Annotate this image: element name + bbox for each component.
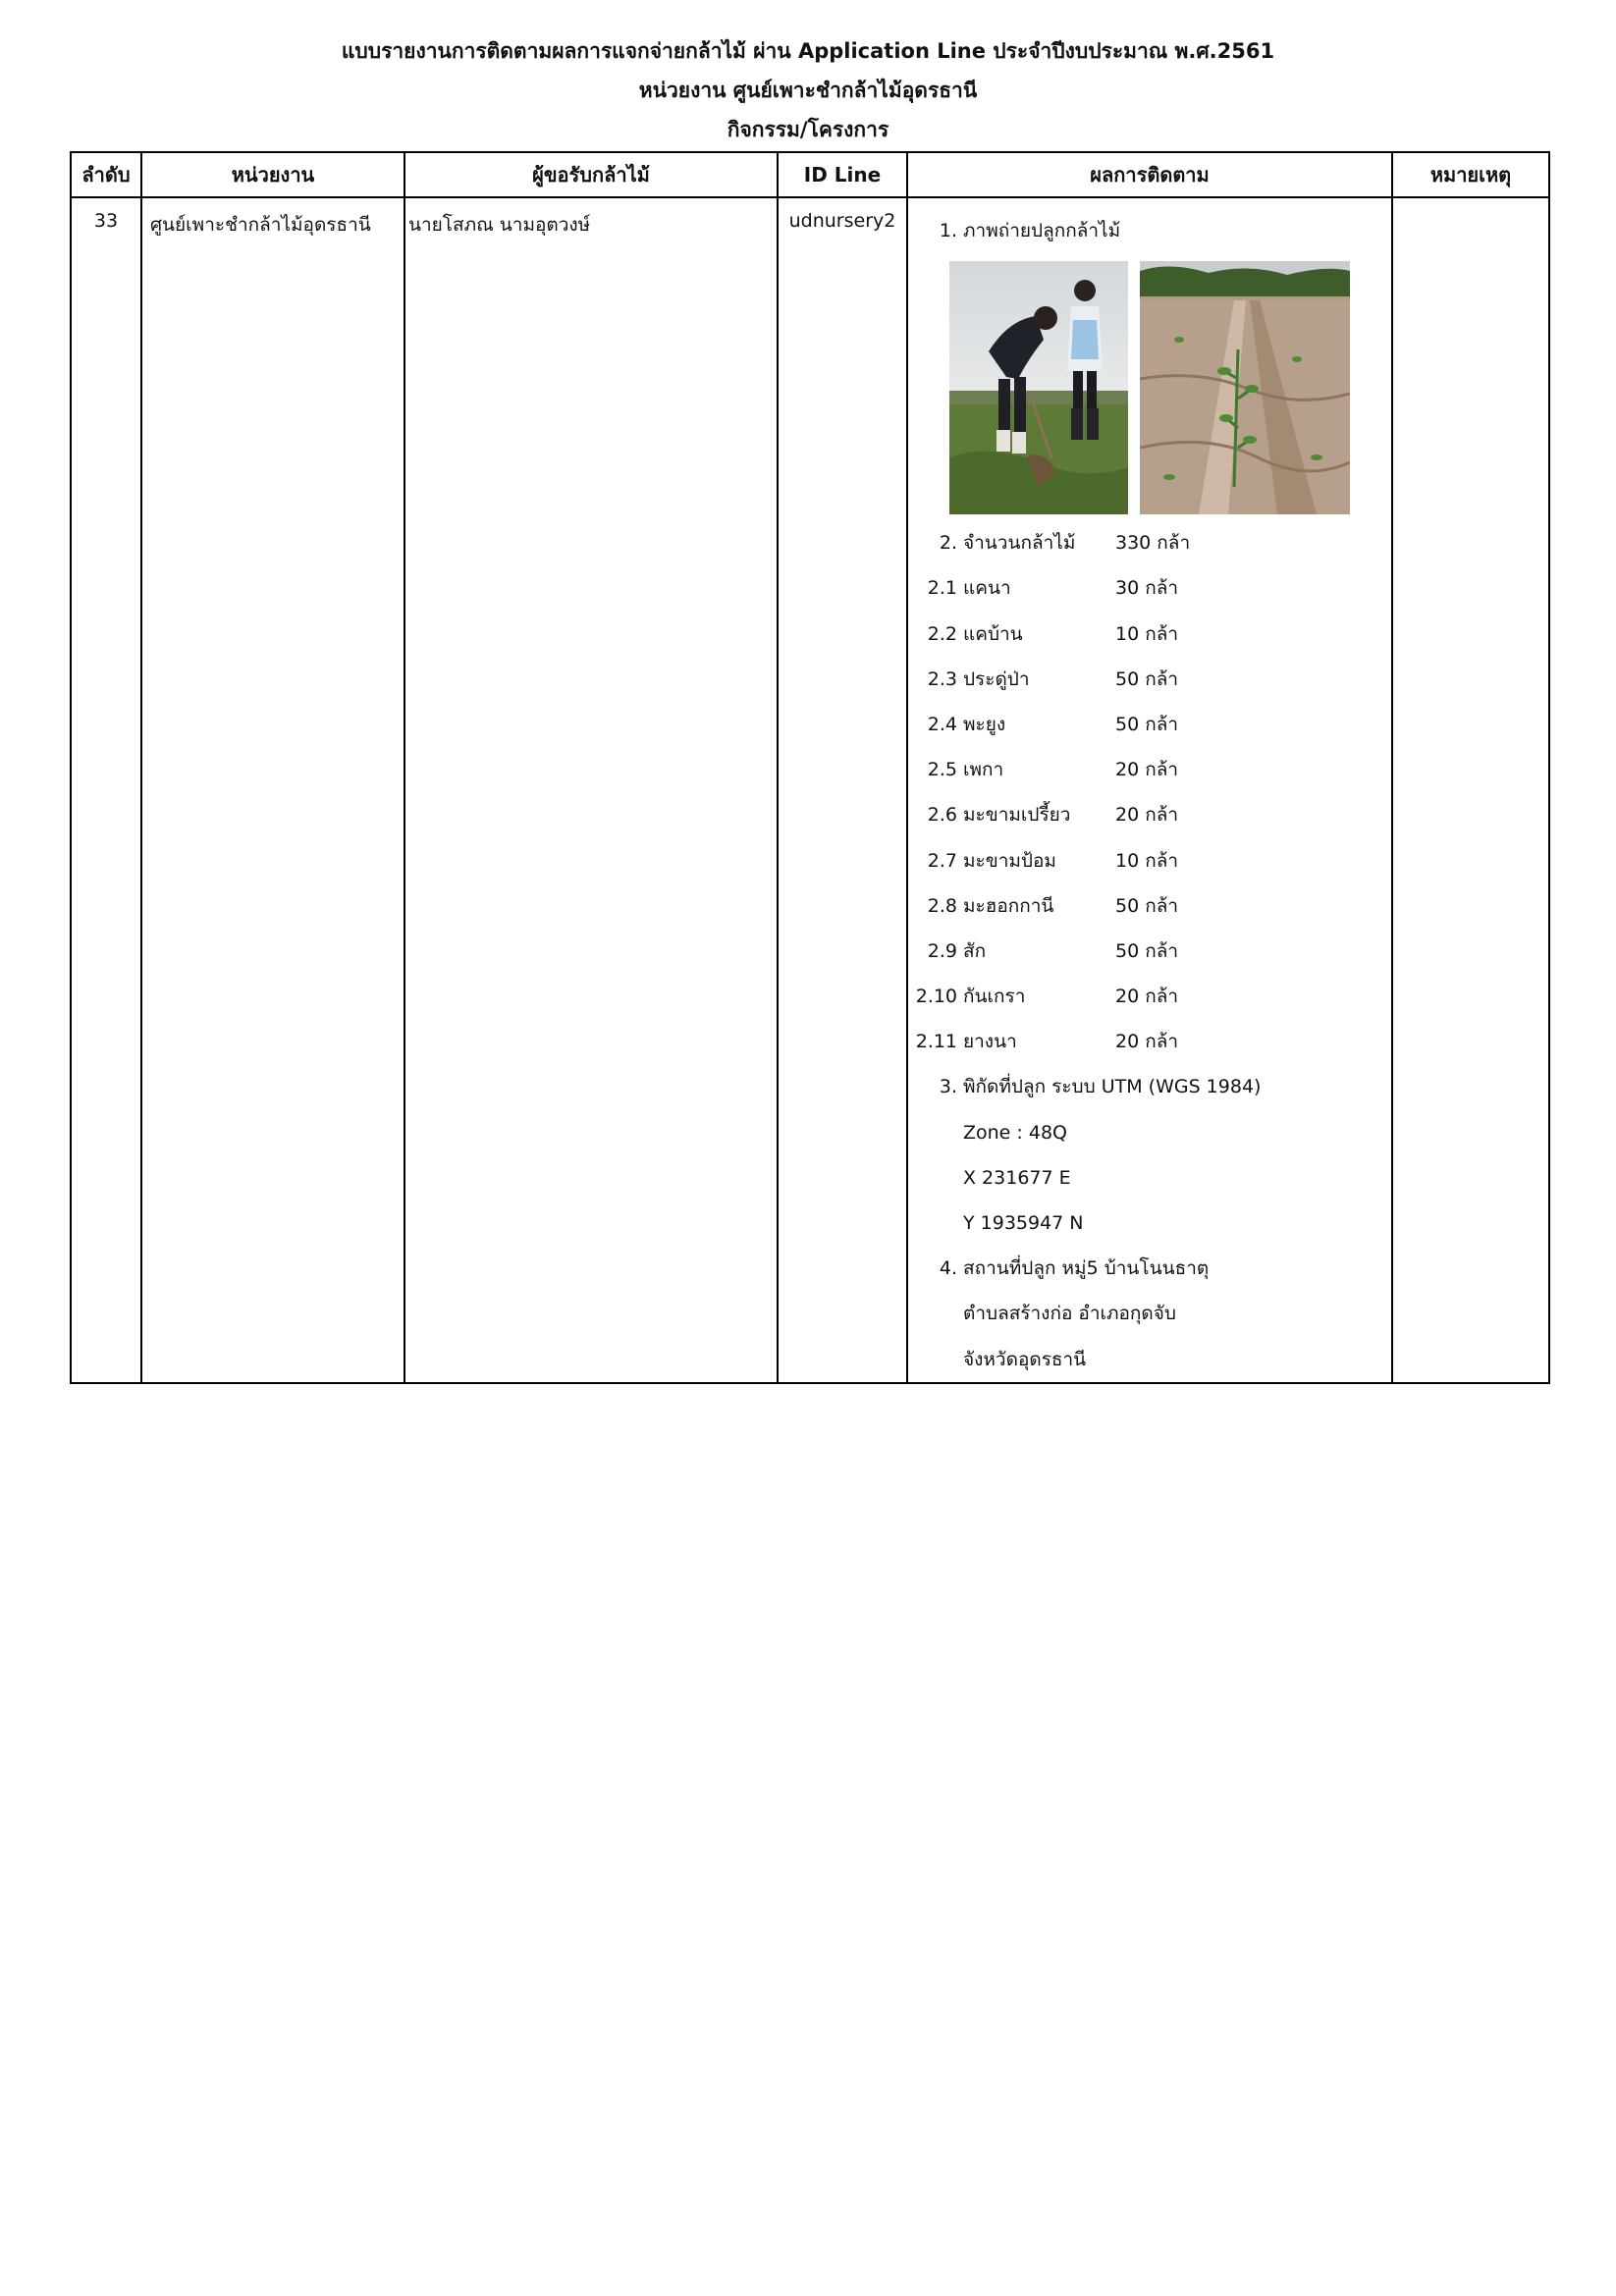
species-number: 2.7	[927, 849, 957, 872]
photo-planted-seedlings-image	[1140, 261, 1350, 514]
species-amount: 50 กล้า	[1115, 894, 1179, 917]
table-header-row	[71, 152, 1549, 197]
recipient-name: นายโสภณ นามอุตวงษ์	[408, 214, 591, 236]
location-province: จังหวัดอุดรธานี	[963, 1348, 1087, 1370]
item-label: สถานที่ปลูก หมู่5 บ้านโนนธาตุ	[963, 1257, 1210, 1280]
species-name: ประดู่ป่า	[963, 667, 1030, 690]
utm-y: Y 1935947 N	[963, 1212, 1084, 1234]
item-label: พิกัดที่ปลูก ระบบ UTM (WGS 1984)	[963, 1076, 1262, 1098]
species-number: 2.1	[927, 577, 957, 600]
species-amount: 20 กล้า	[1115, 804, 1179, 827]
species-row	[908, 702, 1391, 747]
item-number: 1.	[939, 220, 957, 241]
col-header-id-line: ID Line	[778, 152, 907, 197]
col-header-remark: หมายเหตุ	[1392, 152, 1549, 197]
report-header	[0, 31, 1616, 149]
species-row	[908, 565, 1391, 611]
col-header-recipient: ผู้ขอรับกล้าไม้	[404, 152, 778, 197]
species-row	[908, 612, 1391, 657]
species-number: 2.9	[927, 939, 957, 962]
item-number: 4.	[939, 1257, 957, 1280]
followup-item-seedling-count	[908, 520, 1391, 565]
species-row	[908, 1019, 1391, 1064]
species-amount: 50 กล้า	[1115, 939, 1179, 962]
planting-photos	[908, 253, 1391, 520]
species-name: มะฮอกกานี	[963, 894, 1054, 917]
location-line-2	[908, 1291, 1391, 1336]
species-amount: 20 กล้า	[1115, 986, 1179, 1008]
species-number: 2.5	[927, 759, 957, 781]
species-number: 2.11	[915, 1031, 957, 1053]
species-amount: 10 กล้า	[1115, 622, 1179, 645]
species-number: 2.6	[927, 804, 957, 827]
species-number: 2.10	[915, 986, 957, 1008]
species-row	[908, 929, 1391, 974]
utm-y-line	[908, 1201, 1391, 1246]
species-amount: 30 กล้า	[1115, 577, 1179, 600]
col-header-order: ลำดับ	[71, 152, 141, 197]
species-number: 2.2	[927, 622, 957, 645]
species-name: แคนา	[963, 577, 1011, 600]
table-row	[71, 197, 1549, 1383]
cell-unit	[141, 197, 404, 1383]
photo-people-planting-image	[949, 261, 1128, 514]
photo-planted-seedlings	[1140, 261, 1350, 514]
photo-people-planting	[949, 261, 1128, 514]
line-id: udnursery2	[788, 210, 896, 232]
followup-item-location	[908, 1246, 1391, 1291]
col-header-unit: หน่วยงาน	[141, 152, 404, 197]
followup-item-photos	[908, 208, 1391, 253]
location-line-3	[908, 1337, 1391, 1382]
cell-order	[71, 197, 141, 1383]
species-amount: 10 กล้า	[1115, 849, 1179, 872]
species-number: 2.3	[927, 667, 957, 690]
item-label: จำนวนกล้าไม้	[963, 532, 1076, 555]
location-subdistrict-district: ตำบลสร้างก่อ อำเภอกุดจับ	[963, 1303, 1176, 1325]
species-name: แคบ้าน	[963, 622, 1023, 645]
species-row	[908, 792, 1391, 837]
species-amount: 20 กล้า	[1115, 1031, 1179, 1053]
species-name: มะขามเปรี้ยว	[963, 804, 1071, 827]
species-row	[908, 747, 1391, 792]
followup-item-coordinates	[908, 1064, 1391, 1109]
col-header-followup: ผลการติดตาม	[907, 152, 1392, 197]
followup-content	[908, 198, 1391, 1382]
species-number: 2.4	[927, 713, 957, 735]
species-name: มะขามป้อม	[963, 849, 1056, 872]
species-row	[908, 883, 1391, 929]
cell-id-line	[778, 197, 907, 1383]
item-label: ภาพถ่ายปลูกกล้าไม้	[963, 220, 1121, 241]
utm-x-line	[908, 1155, 1391, 1201]
species-amount: 50 กล้า	[1115, 713, 1179, 735]
utm-zone: Zone : 48Q	[963, 1121, 1067, 1144]
species-name: เพกา	[963, 759, 1004, 781]
species-row	[908, 657, 1391, 702]
species-row	[908, 974, 1391, 1019]
remark-text	[1393, 198, 1548, 210]
unit-name: ศูนย์เพาะชำกล้าไม้อุดรธานี	[150, 214, 371, 236]
species-name: กันเกรา	[963, 986, 1026, 1008]
species-amount: 20 กล้า	[1115, 759, 1179, 781]
species-number: 2.8	[927, 894, 957, 917]
order-number: 33	[93, 210, 119, 232]
activity-line: กิจกรรม/โครงการ	[727, 118, 889, 141]
species-amount: 50 กล้า	[1115, 667, 1179, 690]
item-number: 3.	[939, 1076, 957, 1098]
report-table	[70, 151, 1550, 1384]
item-number: 2.	[939, 532, 957, 555]
species-name: สัก	[963, 939, 987, 962]
species-name: ยางนา	[963, 1031, 1017, 1053]
utm-x: X 231677 E	[963, 1166, 1071, 1189]
total-seedlings: 330 กล้า	[1115, 532, 1191, 555]
species-name: พะยูง	[963, 713, 1006, 735]
cell-followup	[907, 197, 1392, 1383]
species-row	[908, 838, 1391, 883]
agency-line: หน่วยงาน ศูนย์เพาะชำกล้าไม้อุดรธานี	[638, 79, 978, 102]
cell-remark	[1392, 197, 1549, 1383]
report-title: แบบรายงานการติดตามผลการแจกจ่ายกล้าไม้ ผ่าน Application Line ประจำปีงบประมาณ พ.ศ.2561	[341, 39, 1275, 63]
cell-recipient	[404, 197, 778, 1383]
utm-zone-line	[908, 1110, 1391, 1155]
